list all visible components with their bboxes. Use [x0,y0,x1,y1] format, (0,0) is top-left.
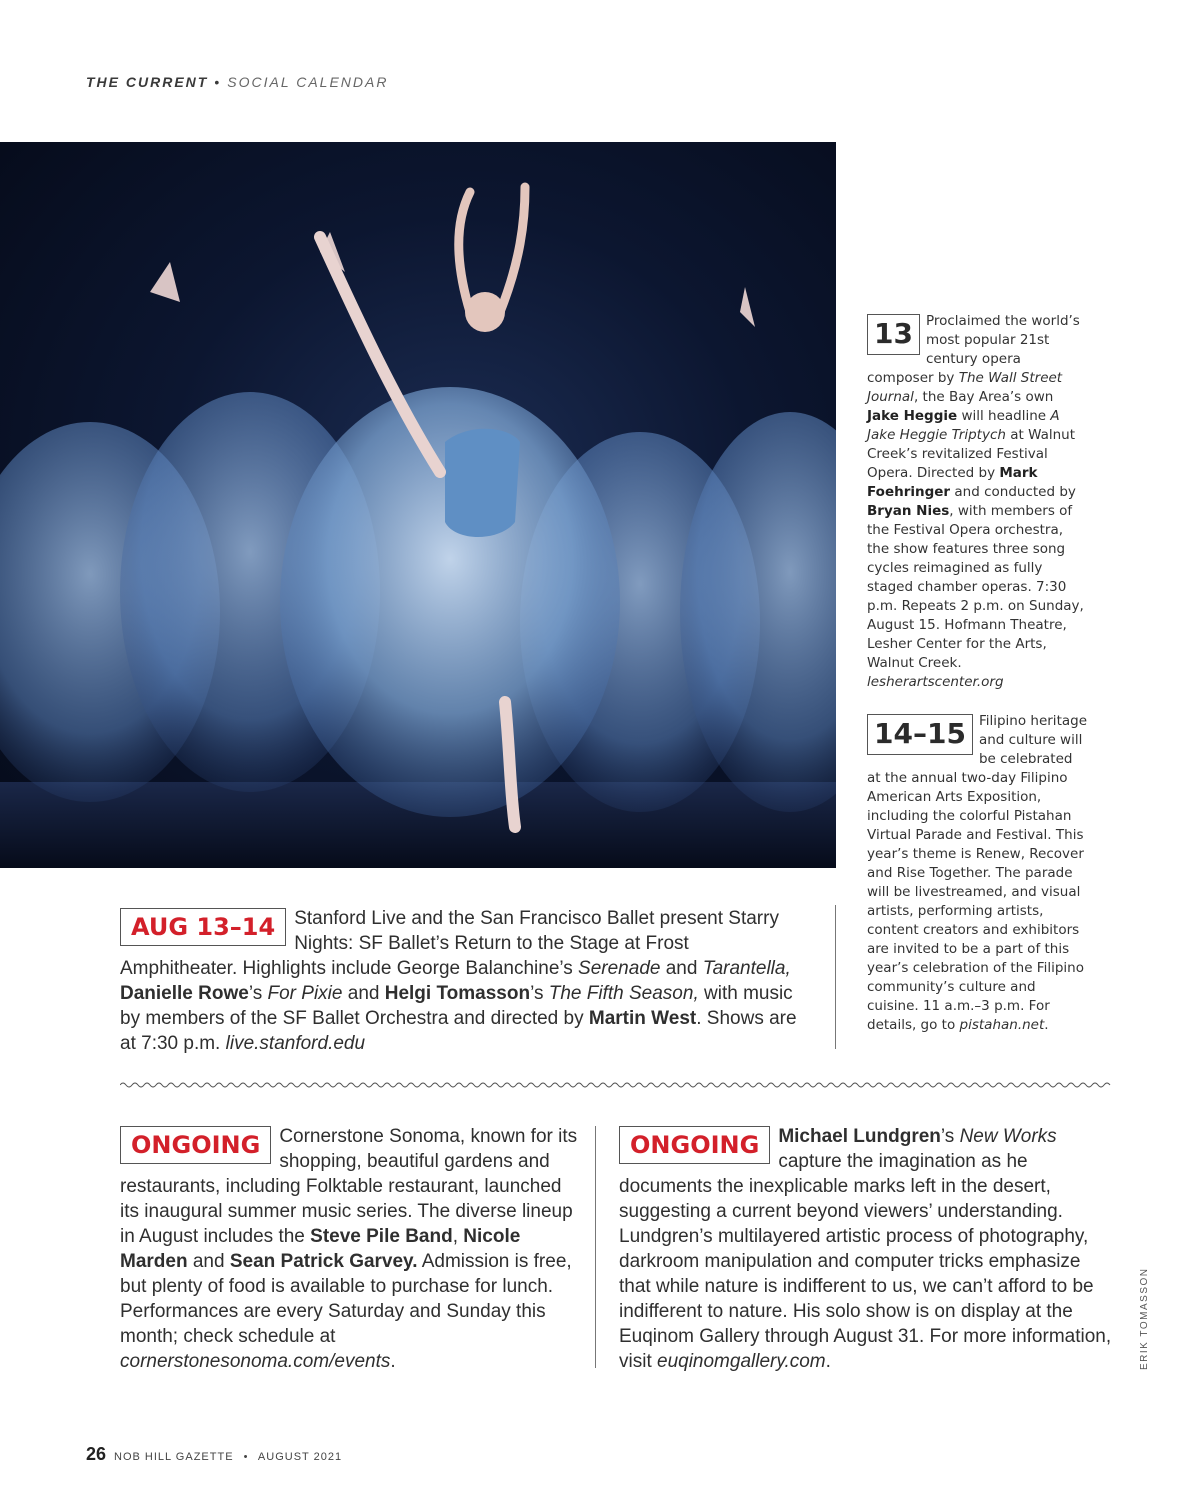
event-text: Admission is free, but plenty of food is available to purchase for lunch. Performances are every Saturday and Sunday this month; check schedule at [120,1251,572,1347]
event-link[interactable]: euqinomgallery.com [657,1351,826,1372]
event-name-bold: Nicole Marden [120,1226,521,1272]
date-badge: AUG 13–14 [120,908,286,946]
event-text: , the Bay Area’s own [913,389,1054,405]
event-text: at Walnut Creek’s revitalized Festival Opera. Directed by [867,427,1076,481]
event-name-bold: Mark Foehringer [867,465,1038,500]
event-text: . [390,1351,396,1372]
event-name-bold: Helgi Tomasson [384,983,531,1004]
event-text: Proclaimed the world’s most popular 21st century opera composer by [867,313,1080,386]
event-text: with music by members of the SF Ballet Orchestra and directed by [120,983,793,1029]
wavy-divider [120,1078,1114,1092]
date-badge: ONGOING [619,1126,770,1164]
event-text: Filipino heritage and culture will be celebrated at the annual two-day Filipino American Arts Exposition, including the colorful Pistahan Virtual Parade and Festival. This year’s theme is Renew, Recover and Rise Together. The parade will be livestreamed, and visual artists, performing artists, content creators and exhibitors are invited to be a part of this year’s celebration of the Filipino community’s culture and cuisine. 11 a.m.–3 p.m. For details, go to [867,713,1088,1033]
event-text: Cornerstone Sonoma, known for its shopping, beautiful gardens and restaurants, including Folktable restaurant, launched its inaugural summer music series. The diverse lineup in August includes the [120,1126,578,1247]
photo-credit: ERIK TOMASSON [1139,1267,1150,1370]
event-text: ’s [248,983,268,1004]
page-footer [86,1444,342,1465]
event-name-bold: Bryan Nies [867,503,950,519]
event-name-bold: Sean Patrick Garvey. [229,1251,418,1272]
column-divider [595,1126,596,1368]
event-13 [867,312,1089,692]
event-text: The Wall Street Journal [867,370,1063,405]
event-title-italic: Tarantella, [702,958,791,979]
event-text: and [660,958,703,979]
date-badge: 14–15 [867,714,973,755]
column-divider [835,905,836,1049]
running-head [86,74,388,90]
event-text: ’s [530,983,549,1004]
page-number: 26 [86,1444,107,1464]
issue-date: AUGUST 2021 [257,1451,343,1463]
event-name-bold: Steve Pile Band [310,1226,453,1247]
event-text: Stanford Live and the San Francisco Ballet present Starry Nights: SF Ballet’s Return to the Stage at Frost Amphitheater. Highlights include George Balanchine’s [120,908,779,979]
event-name-bold: Michael Lundgren [778,1126,941,1147]
event-text: and [342,983,385,1004]
event-aug-13-14 [120,906,802,1056]
lead-dancer [280,187,620,827]
event-link[interactable]: lesherartscenter.org [867,674,1004,690]
event-text: ’s [940,1126,960,1147]
event-text: , [452,1226,464,1247]
event-title-italic: The Fifth Season, [548,983,699,1004]
event-name-bold: Danielle Rowe [120,983,249,1004]
event-title-italic: Serenade [578,958,661,979]
event-title-italic: For Pixie [267,983,343,1004]
section-name: THE CURRENT [86,74,209,90]
event-text: and [187,1251,230,1272]
event-ongoing-lundgren [619,1124,1113,1374]
event-text: , with members of the Festival Opera orchestra, the show features three song cycles reimagined as fully staged chamber operas. 7:30 p.m. Repeats 2 p.m. on Sunday, August 15. Hofmann Theatre, Lesher Center for the Arts, Walnut Creek. [867,503,1084,671]
event-title-italic: A Jake Heggie Triptych [867,408,1060,443]
event-text: . Shows are at 7:30 p.m. [120,1008,797,1054]
date-badge: ONGOING [120,1126,271,1164]
event-ongoing-cornerstone [120,1124,582,1374]
event-text: will headline [957,408,1051,424]
separator-dot: • [214,74,222,90]
event-text: and conducted by [950,484,1076,500]
event-title-italic: New Works [959,1126,1057,1147]
separator-dot: • [243,1451,249,1463]
event-14-15 [867,712,1089,1035]
event-link[interactable]: pistahan.net [959,1017,1045,1033]
event-text: . [825,1351,831,1372]
event-text: capture the imagination as he documents the inexplicable marks left in the desert, suggesting a current beyond viewers’ understanding. Lundgren’s multilayered artistic process of photography, darkroom manipulation and computer tricks emphasize that while nature is indifferent to us, we can’t afford to be indifferent to nature. His solo show is on display at the Euqinom Gallery through August 31. For more information, visit [619,1151,1112,1372]
publication-name: NOB HILL GAZETTE [114,1451,234,1463]
ballet-dancers-illustration [0,142,836,868]
date-badge: 13 [867,314,920,355]
ballet-photo [0,142,836,868]
event-link[interactable]: cornerstonesonoma.com/events [120,1351,391,1372]
subsection-name: SOCIAL CALENDAR [227,74,389,90]
event-link[interactable]: live.stanford.edu [225,1033,366,1054]
event-name-bold: Martin West [588,1008,697,1029]
event-name-bold: Jake Heggie [867,408,958,424]
event-text: . [1044,1017,1049,1033]
